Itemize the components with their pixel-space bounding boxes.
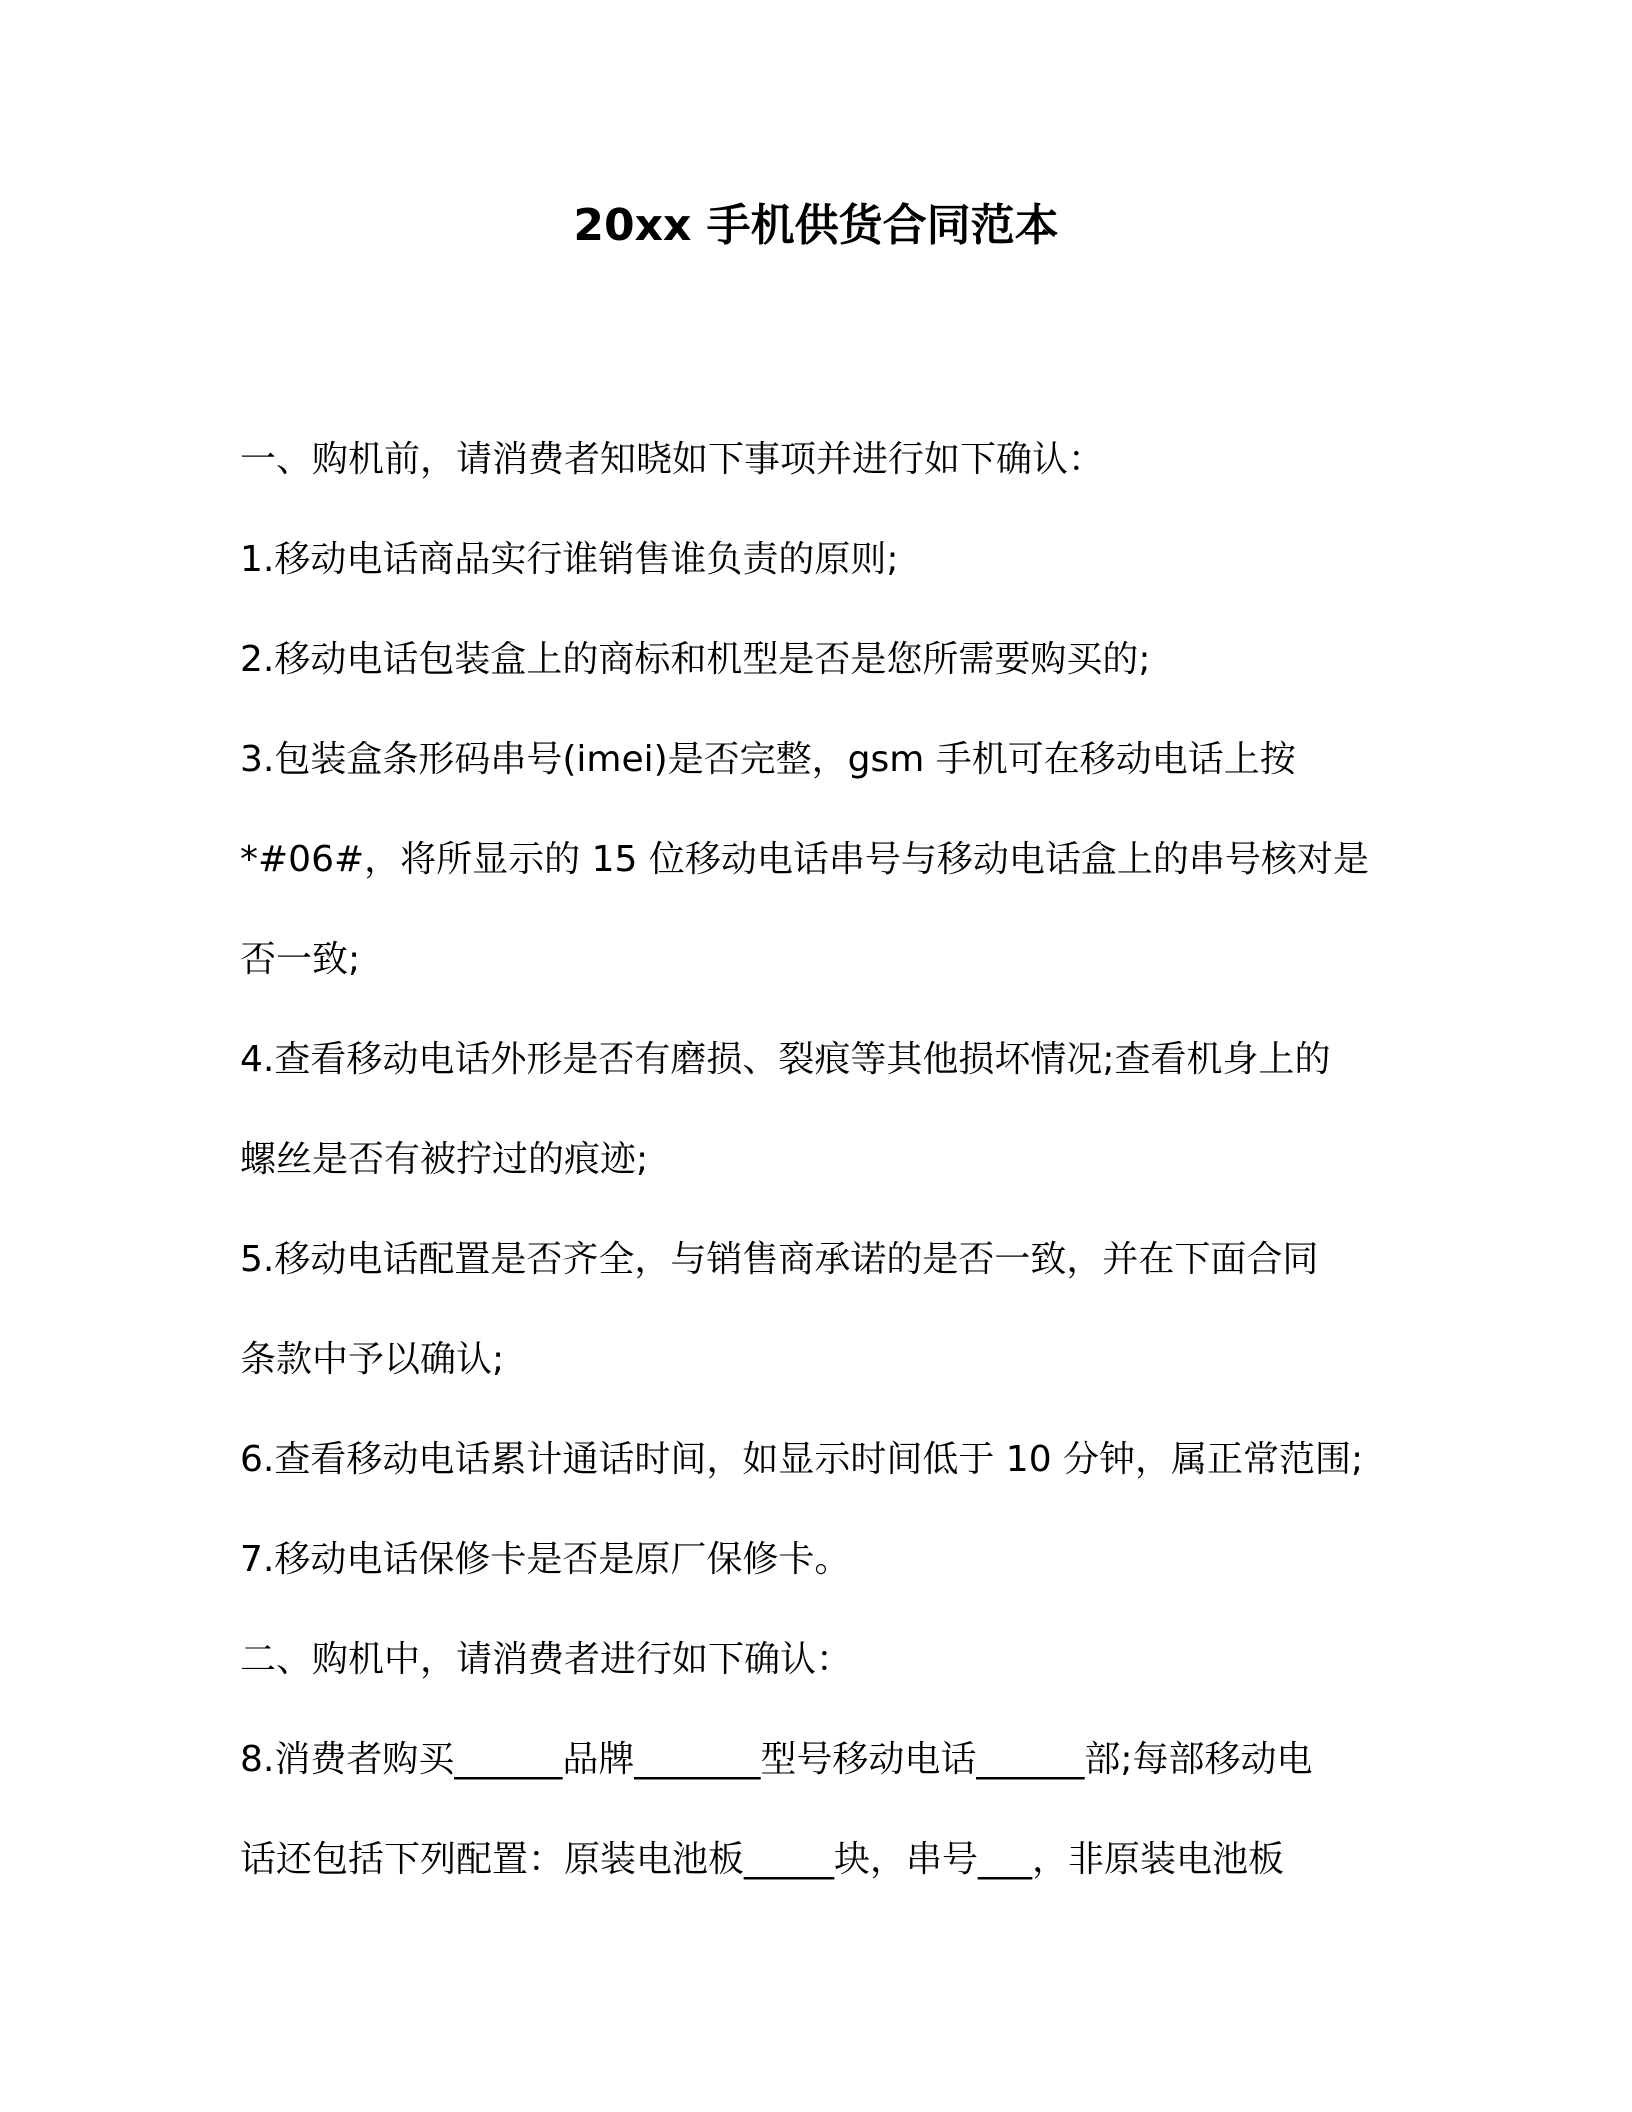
document-title: 20xx 手机供货合同范本 [573, 200, 1059, 251]
paragraph-line: 7.移动电话保修卡是否是原厂保修卡。 [240, 1539, 851, 1580]
paragraph-line: 1.移动电话商品实行谁销售谁负责的原则; [240, 539, 899, 580]
paragraph-line: 6.查看移动电话累计通话时间，如显示时间低于 10 分钟，属正常范围; [240, 1439, 1364, 1480]
paragraph-line: 4.查看移动电话外形是否有磨损、裂痕等其他损坏情况;查看机身上的 [240, 1039, 1331, 1080]
document-body [240, 410, 1400, 1910]
paragraph-line: 3.包装盒条形码串号(imei)是否完整，gsm 手机可在移动电话上按 [240, 739, 1296, 780]
paragraph-line: 2.移动电话包装盒上的商标和机型是否是您所需要购买的; [240, 639, 1151, 680]
paragraph-line: 话还包括下列配置：原装电池板_____块，串号___，非原装电池板 [240, 1839, 1285, 1880]
paragraph-line: 8.消费者购买______品牌_______型号移动电话______部;每部移动电 [240, 1739, 1313, 1780]
paragraph-line: *#06#，将所显示的 15 位移动电话串号与移动电话盒上的串号核对是 [240, 839, 1369, 880]
paragraph-line: 5.移动电话配置是否齐全，与销售商承诺的是否一致，并在下面合同 [240, 1239, 1319, 1280]
section-heading-1: 一、购机前，请消费者知晓如下事项并进行如下确认： [240, 439, 1105, 480]
paragraph-line: 条款中予以确认; [240, 1339, 505, 1380]
paragraph-line: 否一致; [240, 939, 361, 980]
paragraph-line: 螺丝是否有被拧过的痕迹; [240, 1139, 649, 1180]
section-heading-2: 二、购机中，请消费者进行如下确认： [240, 1639, 853, 1680]
